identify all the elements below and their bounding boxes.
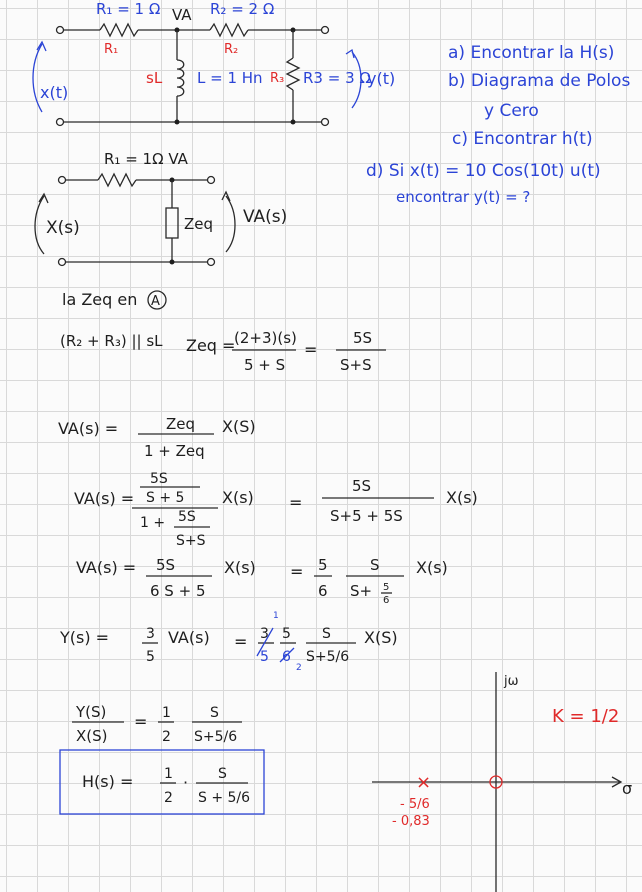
equals-sign: = [234,632,248,651]
y-cancel-num1: 3 [260,626,269,642]
va2-x: X(s) [222,488,254,507]
va-label: VA [172,6,192,24]
va-numerator: Zeq [166,415,196,433]
task-b: b) Diagrama de Polos [448,71,631,91]
transfer-ratio [72,703,242,745]
terminal-top-right [322,27,329,34]
h-k-num: 1 [164,766,173,782]
va3-small-den: 6 [383,595,390,606]
node [175,120,180,125]
node [291,120,296,125]
pole-location-decimal: - 0,83 [392,814,430,829]
sl-label: sL [146,69,163,87]
terminal [59,177,66,184]
va-lhs: VA(s) = [58,419,119,438]
zeq-denominator: 5 + S [244,356,286,374]
va-step-1 [58,415,256,460]
va2-lhs: VA(s) = [74,489,135,508]
r2-value: R₂ = 2 Ω [210,0,275,18]
h-k-den: 2 [164,790,173,806]
y-cancel-num2: 5 [282,626,291,642]
input-arrow [35,196,44,254]
eq-r1-label: R₁ = 1Ω VA [104,150,188,168]
resistor-r1 [100,24,138,36]
r3-tag: R₃ [270,71,285,86]
y-va: VA(s) [168,628,210,647]
h-lhs: H(s) = [82,772,134,791]
va3-den: 6 S + 5 [150,582,206,600]
task-a: a) Encontrar la H(s) [448,43,615,63]
zeq-label: Zeq [184,215,214,233]
input-signal-label: x(t) [40,83,69,102]
ratio-num: Y(S) [76,703,107,721]
equals-sign: = [134,712,148,731]
jw-axis-label: jω [504,674,519,689]
task-d: d) Si x(t) = 10 Cos(10t) u(t) [366,161,601,181]
y-k-num: 3 [146,626,155,642]
node [170,260,175,265]
y-cancel-den1: 5 [260,649,269,665]
va-x: X(S) [222,417,256,436]
y-x: X(S) [364,628,398,647]
l-value: L = 1 Hn [197,69,263,87]
r1-value: R₁ = 1 Ω [96,0,161,18]
va2-den-lead: 1 + [140,515,166,531]
r3-value: R3 = 3 Ω [303,69,371,87]
cancel-note-1: 1 [273,611,279,621]
va2-num-r: 5S [352,477,372,495]
sigma-axis-label: σ [622,779,633,798]
ratio-k-den: 2 [162,729,171,745]
va-arrow [226,196,235,252]
inductor-l [177,60,184,96]
va-denominator: 1 + Zeq [144,442,205,460]
va3-lhs: VA(s) = [76,558,137,577]
y-k-den: 5 [146,649,155,665]
circuit-equivalent [35,150,287,266]
va-step-3 [76,556,448,606]
va2-inner-num: 5S [150,471,168,487]
parallel-expression: (R₂ + R₃) || sL [60,332,163,350]
gain-label: K = 1/2 [552,706,620,727]
h-dot: · [183,773,189,792]
h-num: S [218,766,227,782]
ratio-k-num: 1 [162,705,171,721]
resistor-r3 [287,58,299,90]
ratio-den: X(S) [76,727,108,745]
r2-tag: R₂ [224,42,239,57]
y-step [59,611,398,673]
pole-zero-diagram [372,672,632,892]
pole-marker: × [416,772,432,793]
terminal-top-left [57,27,64,34]
ratio-s-den: S+5/6 [194,729,238,745]
equals-sign: = [290,562,304,581]
task-d-cont: encontrar y(t) = ? [396,188,531,206]
zeq-heading: la Zeq en [62,290,138,309]
arrow-head [346,50,354,58]
va2-inner-den: S + 5 [146,490,185,506]
va3-x: X(s) [224,558,256,577]
zeq-denominator-2: S+S [340,356,372,374]
r1-tag: R₁ [104,42,119,57]
pole-location-fraction: - 5/6 [400,797,430,812]
equals-sign: = [304,340,318,359]
equals-sign: = [289,493,303,512]
eq-va-label: VA(s) [243,207,288,227]
va-step-2 [74,471,478,549]
resistor-r1 [98,174,136,186]
zeq-numerator-2: 5S [353,329,373,347]
va3-s-num: S [370,556,380,574]
ratio-s-num: S [210,705,219,721]
zeq-lhs: Zeq = [186,336,236,355]
zeq-box [166,208,178,238]
output-signal-label: y(t) [367,69,396,88]
va2-x-r: X(s) [446,488,478,507]
eq-input-label: X(s) [46,218,80,238]
resistor-r2 [210,24,248,36]
cancel-note-2: 2 [296,663,302,673]
node-a-label: A [151,294,160,309]
y-cancel-den2: 6 [282,649,291,665]
va2-den-r: S+5 + 5S [330,507,403,525]
task-c: c) Encontrar h(t) [452,129,593,149]
va3-small-num: 5 [383,582,390,593]
va3-s-den: S+ [350,582,373,600]
va2-den-num: 5S [178,509,196,525]
task-list [366,43,630,206]
terminal-bottom-right [322,119,329,126]
y-lhs: Y(s) = [60,628,110,647]
circuit-top [33,0,395,126]
y-s-num: S [322,626,331,642]
zeq-numerator: (2+3)(s) [234,329,297,347]
task-b-cont: y Cero [484,101,539,121]
va3-k-den: 6 [318,582,328,600]
zeq-derivation [60,290,386,374]
terminal [208,177,215,184]
va3-num: 5S [156,556,176,574]
terminal [208,259,215,266]
terminal [59,259,66,266]
terminal-bottom-left [57,119,64,126]
y-s-den: S+5/6 [306,649,350,665]
h-den: S + 5/6 [198,790,251,806]
va2-den-den: S+S [176,533,206,549]
va3-k-num: 5 [318,556,328,574]
transfer-function-box [60,750,264,814]
va3-x2: X(s) [416,558,448,577]
